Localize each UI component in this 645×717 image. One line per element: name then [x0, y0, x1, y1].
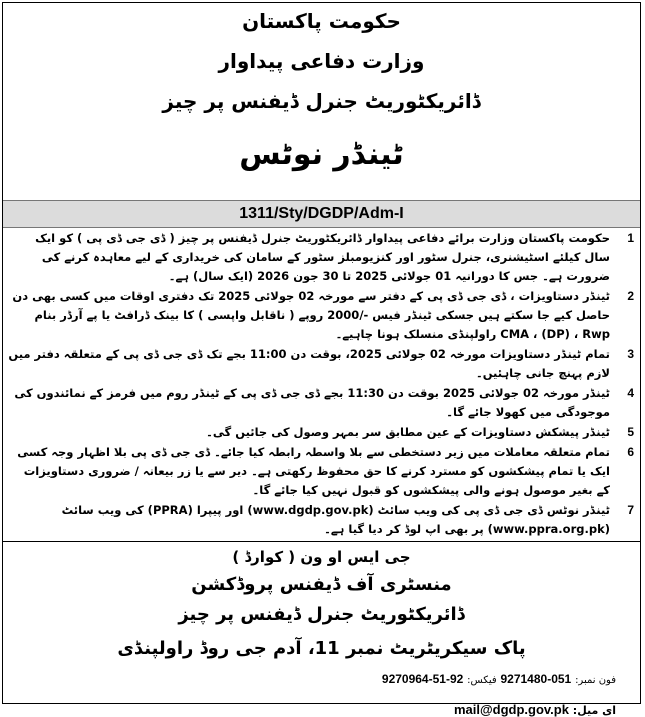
list-item — [7, 443, 636, 500]
email-label: ای میل: — [572, 704, 616, 717]
footer-address: پاک سیکریٹریٹ نمبر 11، آدم جی روڈ راولپنڈی — [117, 638, 526, 659]
list-item — [7, 345, 636, 383]
tender-notice — [2, 2, 641, 717]
item-number: 7 — [627, 503, 634, 517]
item-number: 1 — [627, 231, 634, 245]
gso-title: جی ایس او ون ( کوارڈ ) — [232, 548, 411, 566]
notice-title: ٹینڈر نوٹس — [239, 137, 404, 172]
item-text: تمام ٹینڈر دستاویزات مورخہ 02 جولائی 2025، بوقت دن 11:00 بجے تک ڈی جی ڈی پی کے متعلقہ دفتر میں لازم پہنچ جانی چاہئیں۔ — [8, 347, 610, 380]
list-item — [7, 384, 636, 422]
email-address[interactable]: mail@dgdp.gov.pk — [453, 702, 569, 717]
reference-bar — [3, 200, 640, 228]
contact-line — [382, 672, 616, 686]
fax-label: فیکس: — [467, 675, 497, 686]
item-text: حکومت پاکستان وزارت برائے دفاعی پیداوار ڈائریکٹوریٹ جنرل ڈیفنس پر چیز ( ڈی جی ڈی پی ) کو ایک سال کیلئے اسٹیشنری، جنرل سٹور اور کنزیومبلز سٹور کے سامان کی خریداری کے لیے معاہدہ کرنے کی ضرورت ہے۔ جس کا دورانیہ 01 جولائی 2025 تا 30 جون 2026 (ایک سال) ہے۔ — [35, 231, 610, 283]
phone-number: 051-9271480 — [500, 672, 572, 686]
list-item — [7, 287, 636, 344]
item-number: 5 — [627, 425, 634, 439]
footer-directorate: ڈائریکٹوریٹ جنرل ڈیفنس پر چیز — [178, 604, 465, 625]
item-text: ٹینڈر دستاویزات ، ڈی جی ڈی پی کے دفتر سے مورخہ 02 جولائی 2025 تک دفتری اوقات میں کسی بھی دن حاصل کیے جا سکتے ہیں جسکی ٹینڈر فیس -/2000 روپے ( ناقابل واپسی ) کا بینک ڈرافٹ یا پے آرڈر بنام CMA ، (DP) ، Rwp راولپنڈی منسلک ہونا چاہیے۔ — [12, 289, 610, 341]
title-box — [3, 137, 640, 193]
fax-number: 92-51-9270964 — [381, 672, 464, 686]
item-number: 3 — [627, 347, 634, 361]
directorate-heading: ڈائریکٹوریٹ جنرل ڈیفنس پر چیز — [162, 89, 481, 113]
item-number: 4 — [627, 386, 634, 400]
reference-number: 1311/Sty/DGDP/Adm-I — [239, 205, 404, 222]
footer-ministry: منسٹری آف ڈیفنس پروڈکشن — [191, 574, 452, 595]
item-text: ٹینڈر نوٹس ڈی جی ڈی پی کی ویب سائٹ (www.dgdp.gov.pk) اور پیپرا (PPRA) کی ویب سائٹ (www.ppra.org.pk) پر بھی اپ لوڈ کر دیا گیا ہے۔ — [61, 503, 610, 536]
item-number: 6 — [627, 445, 634, 459]
item-text: تمام متعلقہ معاملات میں زیر دستخطی سے بلا واسطہ رابطہ کیا جائے۔ ڈی جی ڈی پی بلا اظہار وجہ کسی ایک یا تمام پیشکشوں کو مسترد کرنے کا حق محفوظ رکھتی ہے۔ دیر سے یا زر بیعانہ / ضروری دستاویزات کے بغیر موصول ہونے والی پیشکشوں کو قبول نہیں کیا جائے گا۔ — [17, 445, 610, 497]
item-text: ٹینڈر پیشکش دستاویزات کے عین مطابق سر بمہر وصول کی جائیں گی۔ — [206, 425, 610, 439]
ministry-heading: وزارت دفاعی پیداوار — [218, 49, 425, 73]
list-item — [7, 423, 636, 442]
government-heading: حکومت پاکستان — [242, 9, 401, 33]
footer-block — [3, 541, 640, 717]
notice-items — [7, 229, 636, 540]
list-item — [7, 501, 636, 539]
item-number: 2 — [627, 289, 634, 303]
email-line — [454, 702, 616, 717]
phone-label: فون نمبر: — [575, 675, 616, 686]
list-item — [7, 229, 636, 286]
item-text: ٹینڈر مورخہ 02 جولائی 2025 بوقت دن 11:30 بجے ڈی جی ڈی پی کے ٹینڈر روم میں فرمز کے نمائندوں کی موجودگی میں کھولا جائے گا۔ — [14, 386, 610, 419]
